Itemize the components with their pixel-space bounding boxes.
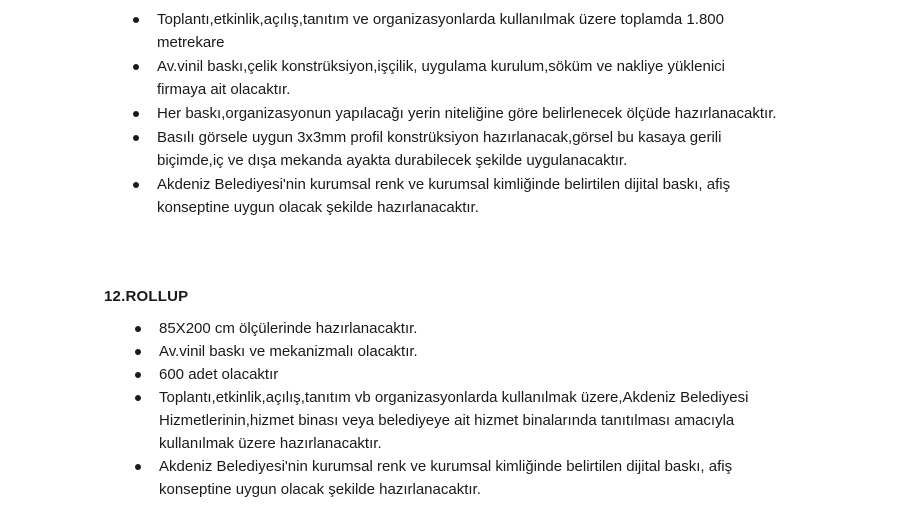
list-item: Toplantı,etkinlik,açılış,tanıtım vb organizasyonlarda kullanılmak üzere,Akdeniz Belediyesi Hizmetlerinin,hizmet binası veya belediyeye ait hizmet binalarında tanıtılması amacıyla kullanılmak üzere hazırlanacaktır. [159,386,779,455]
bullet-icon [133,17,139,23]
list-item: Basılı görsele uygun 3x3mm profil konstrüksiyon hazırlanacak,görsel bu kasaya gerili biçimde,iç ve dışa mekanda ayakta durabilecek şekilde uygulanacaktır. [157,126,747,172]
bullet-icon [133,111,139,117]
bullet-icon [135,349,141,355]
bullet-icon [135,326,141,332]
list-item: 85X200 cm ölçülerinde hazırlanacaktır. [159,317,759,340]
bullet-icon [135,464,141,470]
list-item: Toplantı,etkinlik,açılış,tanıtım ve organizasyonlarda kullanılmak üzere toplamda 1.800 metrekare [157,8,757,54]
bullet-icon [135,395,141,401]
rollup-bullet-list [159,317,859,501]
bullet-icon [133,64,139,70]
bullet-icon [133,135,139,141]
section-heading-rollup: 12.ROLLUP [104,288,189,305]
list-item: Akdeniz Belediyesi'nin kurumsal renk ve kurumsal kimliğinde belirtilen dijital baskı, afiş konseptine uygun olacak şekilde hazırlanacaktır. [157,173,767,219]
list-item: Akdeniz Belediyesi'nin kurumsal renk ve kurumsal kimliğinde belirtilen dijital baskı, afiş konseptine uygun olacak şekilde hazırlanacaktır. [159,455,769,501]
bullet-icon [133,182,139,188]
list-item: 600 adet olacaktır [159,363,759,386]
list-item: Her baskı,organizasyonun yapılacağı yerin niteliğine göre belirlenecek ölçüde hazırlanacaktır. [157,102,817,125]
previous-section-bullet-list [157,8,857,219]
list-item: Av.vinil baskı ve mekanizmalı olacaktır. [159,340,759,363]
bullet-icon [135,372,141,378]
list-item: Av.vinil baskı,çelik konstrüksiyon,işçilik, uygulama kurulum,söküm ve nakliye yüklenici firmaya ait olacaktır. [157,55,757,101]
